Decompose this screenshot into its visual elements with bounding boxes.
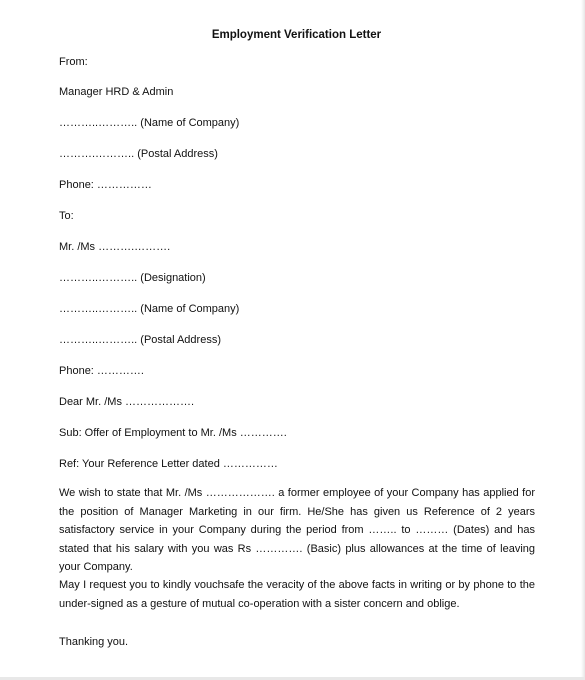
from-company: ………..……….. (Name of Company) [59,117,240,129]
from-manager: Manager HRD & Admin [59,86,174,98]
page-edge-shadow [581,0,585,680]
from-label: From: [59,56,88,68]
salutation: Dear Mr. /Ms ………………. [59,396,195,408]
to-company: ………..……….. (Name of Company) [59,303,240,315]
to-designation: ………..……….. (Designation) [59,272,206,284]
closing-line: Thanking you. [59,636,129,648]
to-address: ………..……….. (Postal Address) [59,334,221,346]
reference-line: Ref: Your Reference Letter dated …………… [59,458,278,470]
from-phone: Phone: …………… [59,179,152,191]
to-name: Mr. /Ms ……….………. [59,241,171,253]
body-paragraph-2: May I request you to kindly vouchsafe the veracity of the above facts in writing or by phone to the under-signed as a gesture of mutual co-operation with a sister concern and oblige. [59,579,535,610]
letter-title: Employment Verification Letter [211,29,382,41]
to-label: To: [59,210,74,222]
to-phone: Phone: …………. [59,365,144,377]
from-address: ……….……….. (Postal Address) [59,148,218,160]
subject-line: Sub: Offer of Employment to Mr. /Ms …………. [59,427,287,439]
body-paragraph-1: We wish to state that Mr. /Ms ………………. a former employee of your Company has applied for the position of Manager Marketing in our firm. He/She has given us Reference of 2 years satisfactory service in your Company during the period from …….. to ……… (Dates) and has stated that his salary with you was Rs …………. (Basic) plus allowances at the time of leaving your Company. [59,487,535,573]
